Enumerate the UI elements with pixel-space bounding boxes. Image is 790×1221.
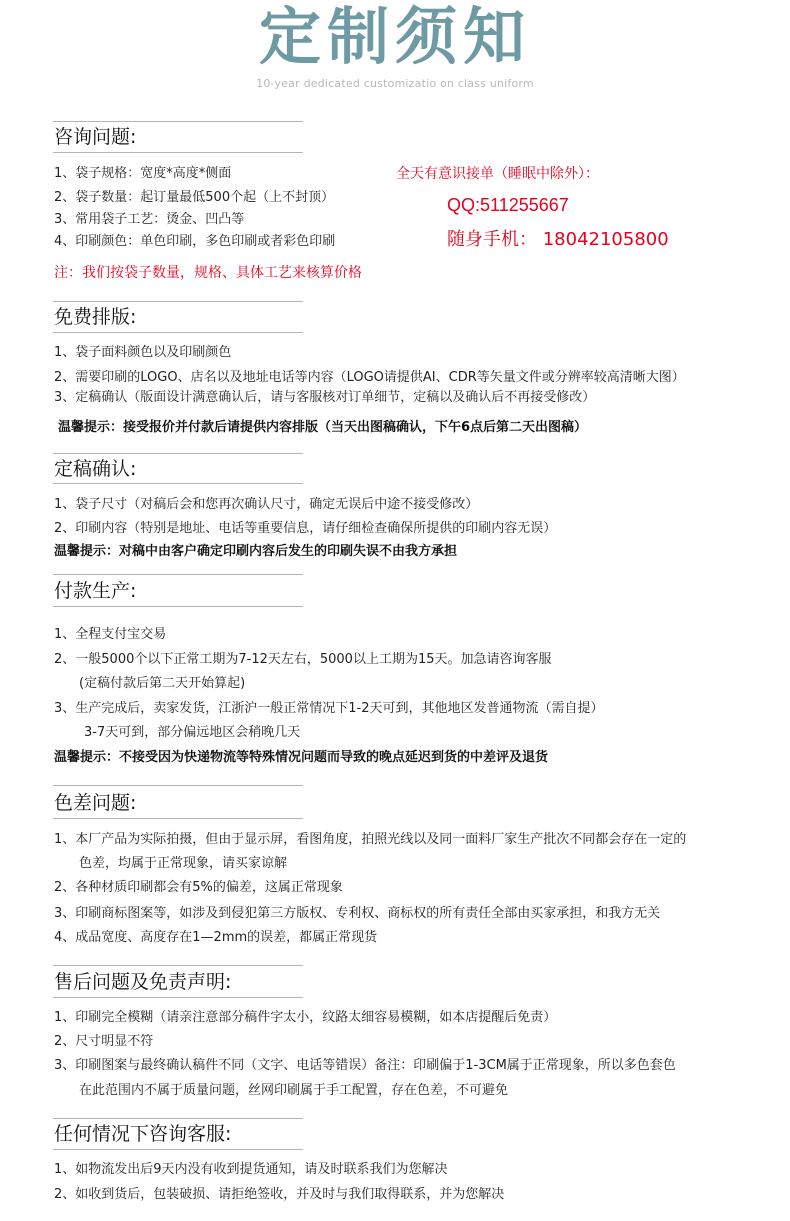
section-heading-aftersale: 售后问题及免责声明: <box>54 971 232 993</box>
color-item: 色差，均属于正常现象，请买家谅解 <box>79 856 288 871</box>
payment-item: 3、生产完成后，卖家发货，江浙沪一般正常情况下1-2天可到，其他地区发普通物流（需自提） <box>54 701 604 716</box>
page-subtitle: 10-year dedicated customizatio on class uniform <box>256 77 534 90</box>
section-rule-bottom <box>53 997 303 998</box>
section-rule-top <box>53 121 303 122</box>
confirm-tip: 温馨提示：对稿中由客户确定印刷内容后发生的印刷失误不由我方承担 <box>54 544 458 559</box>
page-title: 定制须知 <box>258 0 531 73</box>
consult-item: 1、袋子规格：宽度*高度*侧面 <box>54 166 232 181</box>
aftersale-item: 2、尺寸明显不符 <box>54 1034 154 1049</box>
contact-qq: QQ:511255667 <box>447 195 569 215</box>
section-rule-bottom <box>53 1149 303 1150</box>
section-rule-top <box>53 1118 303 1119</box>
payment-item: (定稿付款后第二天开始算起) <box>79 676 246 691</box>
aftersale-item: 3、印刷图案与最终确认稿件不同（文字、电话等错误）备注：印刷偏于1-3CM属于正常现象，所以多色套色 <box>54 1058 676 1073</box>
contact-hours: 全天有意识接单（睡眠中除外）： <box>396 166 599 182</box>
section-heading-layout: 免费排版: <box>54 306 137 328</box>
color-item: 4、成品宽度、高度存在1—2mm的误差，都属正常现货 <box>54 930 378 945</box>
section-rule-top <box>53 453 303 454</box>
section-heading-confirm: 定稿确认: <box>54 458 137 480</box>
contact-phone: 随身手机： 18042105800 <box>447 229 669 250</box>
service-item: 1、如物流发出后9天内没有收到提货通知，请及时联系我们为您解决 <box>54 1162 448 1177</box>
aftersale-item: 1、印刷完全模糊（请亲注意部分稿件字太小，纹路太细容易模糊，如本店提醒后免责） <box>54 1010 557 1025</box>
section-rule-bottom <box>53 152 303 153</box>
section-rule-bottom <box>53 332 303 333</box>
color-item: 2、各种材质印刷都会有5%的偏差，这属正常现象 <box>54 880 343 895</box>
consult-item: 3、常用袋子工艺：烫金、凹凸等 <box>54 212 245 227</box>
section-rule-top <box>53 785 303 786</box>
layout-item: 3、定稿确认（版面设计满意确认后，请与客服核对订单细节，定稿以及确认后不再接受修改） <box>54 390 596 405</box>
section-rule-bottom <box>53 483 303 484</box>
payment-item: 3-7天可到，部分偏远地区会稍晚几天 <box>84 725 301 740</box>
section-rule-top <box>53 301 303 302</box>
confirm-item: 1、袋子尺寸（对稿后会和您再次确认尺寸，确定无误后中途不接受修改） <box>54 497 479 512</box>
section-heading-color: 色差问题: <box>54 792 137 814</box>
section-heading-service: 任何情况下咨询客服: <box>54 1123 232 1145</box>
consult-item: 2、袋子数量：起订量最低500个起（上不封顶） <box>54 190 335 205</box>
payment-tip: 温馨提示：不接受因为快递物流等特殊情况问题而导致的晚点延迟到货的中差评及退货 <box>54 750 549 765</box>
section-rule-bottom <box>53 818 303 819</box>
service-item: 2、如收到货后，包装破损、请拒绝签收，并及时与我们取得联系，并为您解决 <box>54 1187 505 1202</box>
confirm-item: 2、印刷内容（特别是地址、电话等重要信息，请仔细检查确保所提供的印刷内容无误） <box>54 521 557 536</box>
aftersale-item: 在此范围内不属于质量问题，丝网印刷属于手工配置，存在色差，不可避免 <box>79 1083 509 1098</box>
layout-tip: 温馨提示：接受报价并付款后请提供内容排版（当天出图稿确认，下午6点后第二天出图稿） <box>58 420 588 435</box>
consult-note: 注：我们按袋子数量，规格、具体工艺来核算价格 <box>54 265 362 281</box>
consult-item: 4、印刷颜色：单色印刷，多色印刷或者彩色印刷 <box>54 234 336 249</box>
section-heading-payment: 付款生产: <box>54 580 137 602</box>
section-rule-top <box>53 574 303 575</box>
layout-item: 2、需要印刷的LOGO、店名以及地址电话等内容（LOGO请提供AI、CDR等矢量文件或分辨率较高清晰大图） <box>54 370 685 385</box>
payment-item: 1、全程支付宝交易 <box>54 627 167 642</box>
layout-item: 1、袋子面料颜色以及印刷颜色 <box>54 345 232 360</box>
section-heading-consult: 咨询问题: <box>54 126 137 148</box>
section-rule-bottom <box>53 606 303 607</box>
color-item: 3、印刷商标图案等，如涉及到侵犯第三方版权、专利权、商标权的所有责任全部由买家承担，和我方无关 <box>54 906 661 921</box>
section-rule-top <box>53 965 303 966</box>
color-item: 1、本厂产品为实际拍摄，但由于显示屏，看图角度，拍照光线以及同一面料厂家生产批次不同都会存在一定的 <box>54 832 687 847</box>
payment-item: 2、一般5000个以下正常工期为7-12天左右，5000以上工期为15天。加急请咨询客服 <box>54 652 552 667</box>
